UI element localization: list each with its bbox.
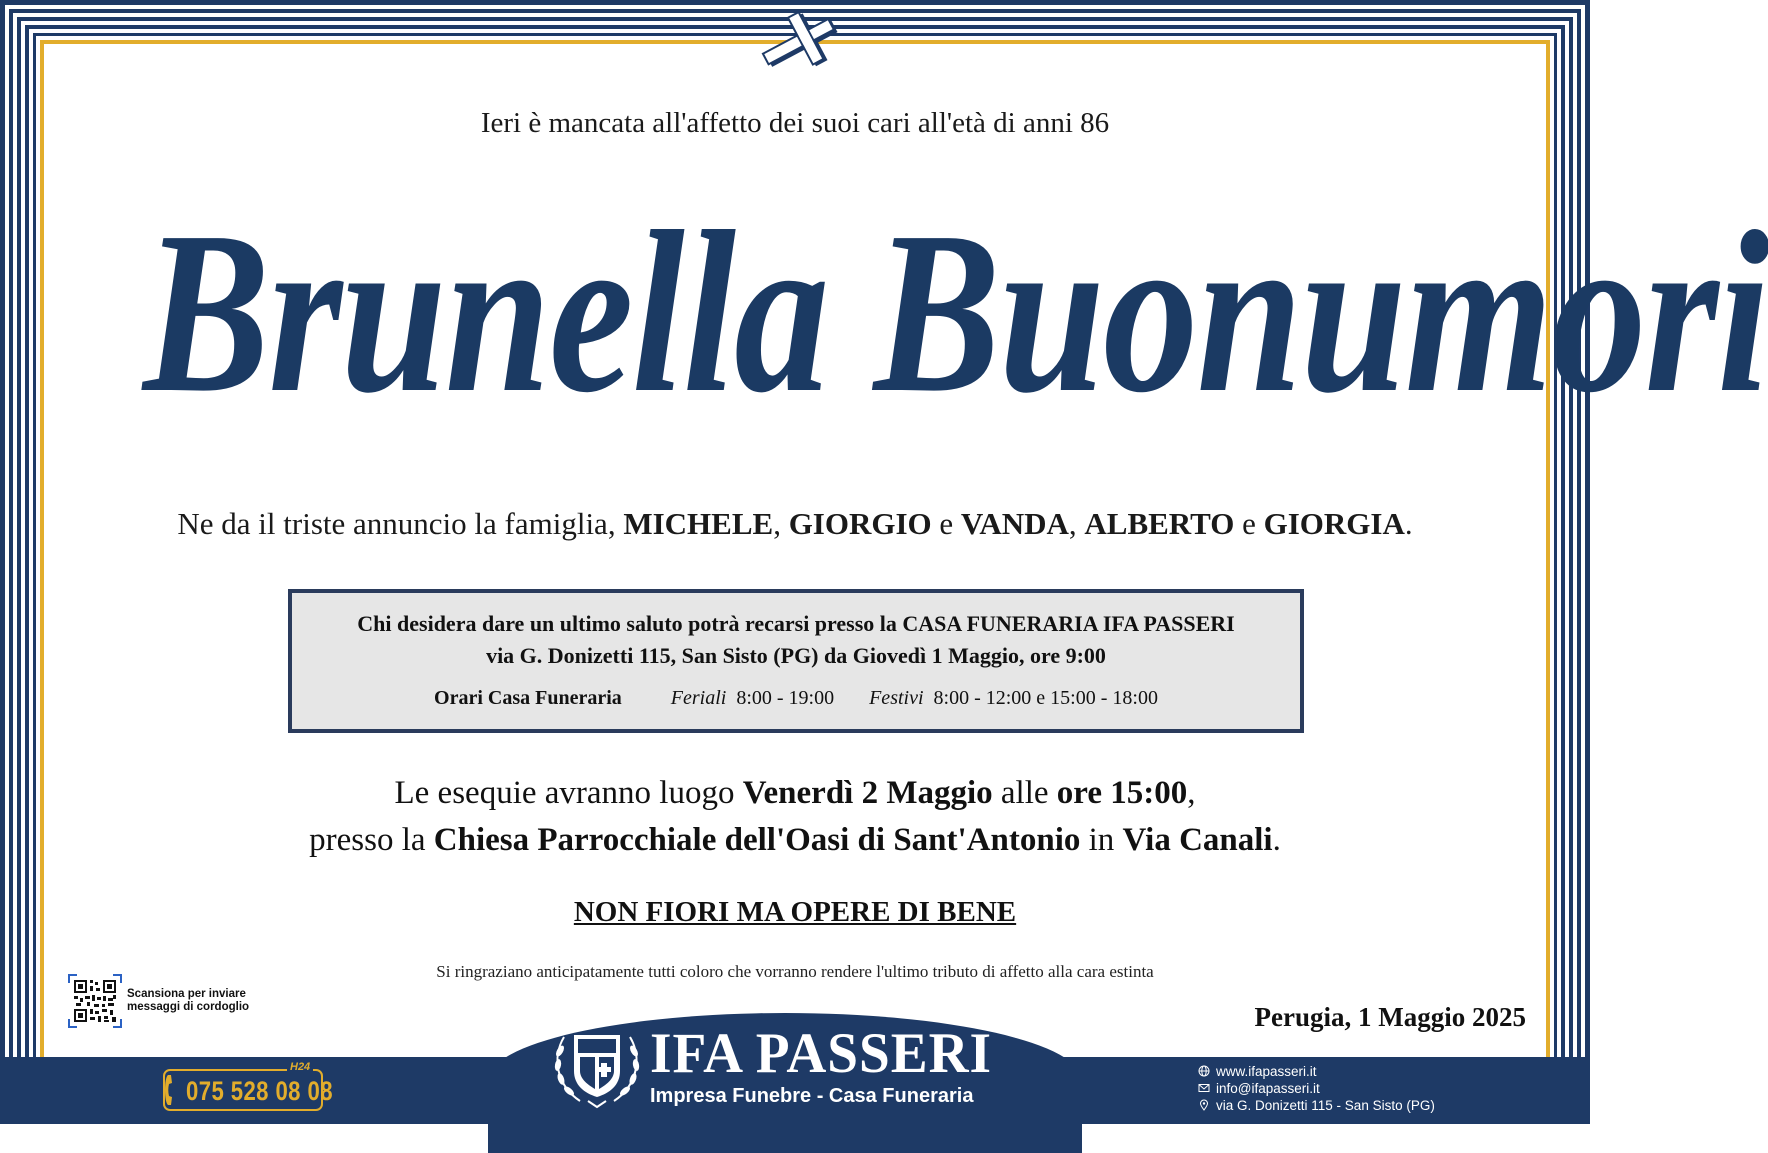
family-member: ALBERTO (1084, 506, 1235, 541)
funeral-line-2 (0, 822, 1590, 859)
separator: e (931, 506, 961, 541)
location-pin-icon (1198, 1099, 1210, 1111)
cross-icon (748, 8, 848, 78)
funeral-text: in (1080, 822, 1123, 858)
visitation-line-2: via G. Donizetti 115, San Sisto (PG) da Giovedì 1 Maggio, ore 9:00 (486, 643, 1106, 668)
ifa-logo-icon (550, 1027, 644, 1109)
phone-icon (162, 1072, 184, 1108)
visitation-line-1: Chi desidera dare un ultimo saluto potrà recarsi presso la CASA FUNERARIA IFA PASSERI (357, 611, 1235, 636)
funeral-text: presso la (309, 822, 434, 858)
funeral-line-1 (0, 775, 1590, 812)
qr-code-icon[interactable] (68, 974, 122, 1028)
hours-label: Orari Casa Funeraria (434, 687, 622, 709)
holiday-hours: 8:00 - 12:00 e 15:00 - 18:00 (933, 687, 1158, 709)
email-link[interactable]: info@ifapasseri.it (1216, 1081, 1320, 1096)
family-prefix: Ne da il triste annuncio la famiglia, (177, 506, 624, 541)
phone-number[interactable]: 075 528 08 08 (186, 1076, 333, 1106)
funeral-text: Le esequie avranno luogo (394, 775, 743, 811)
thanks-note: Si ringraziano anticipatamente tutti coloro che vorranno rendere l'ultimo tributo di affetto alla cara estinta (436, 962, 1154, 981)
weekday-hours: 8:00 - 19:00 (736, 687, 835, 709)
no-flowers-note: NON FIORI MA OPERE DI BENE (573, 896, 1017, 928)
family-member: GIORGIO (788, 506, 932, 541)
holiday-label: Festivi (869, 687, 924, 709)
globe-icon (1198, 1065, 1210, 1077)
h24-badge: H24 (287, 1061, 313, 1073)
family-announcement (0, 506, 1590, 542)
funeral-time: ore 15:00 (1056, 775, 1188, 811)
weekday-label: Feriali (670, 687, 727, 709)
funeral-text: , (1187, 775, 1196, 811)
contact-list (1198, 1063, 1435, 1114)
brand-name: IFA PASSERI (650, 1022, 992, 1085)
brand-tagline: Impresa Funebre - Casa Funeraria (650, 1085, 974, 1107)
family-member: GIORGIA (1263, 506, 1405, 541)
qr-caption-line: messaggi di cordoglio (127, 1001, 250, 1013)
separator: . (1404, 506, 1413, 541)
contact-address (1198, 1097, 1435, 1114)
contact-email[interactable] (1198, 1080, 1435, 1097)
separator: , (773, 506, 789, 541)
family-member: VANDA (960, 506, 1069, 541)
visitation-hours (292, 687, 1300, 710)
intro-text: Ieri è mancata all'affetto dei suoi cari all'età di anni 86 (480, 107, 1110, 139)
funeral-date: Venerdì 2 Maggio (742, 775, 993, 811)
funeral-text: . (1272, 822, 1281, 858)
separator: , (1068, 506, 1085, 541)
address-text: via G. Donizetti 115 - San Sisto (PG) (1216, 1098, 1435, 1113)
family-member: MICHELE (623, 506, 774, 541)
place-date: Perugia, 1 Maggio 2025 (1254, 1002, 1526, 1032)
mail-icon (1198, 1082, 1210, 1094)
separator: e (1234, 506, 1264, 541)
qr-caption (127, 988, 249, 1014)
qr-caption-line: Scansiona per inviare (127, 988, 246, 1000)
website-link[interactable]: www.ifapasseri.it (1216, 1064, 1317, 1079)
funeral-church: Chiesa Parrocchiale dell'Oasi di Sant'Antonio (433, 822, 1081, 858)
deceased-name: Brunella Buonumori (143, 184, 1768, 441)
funeral-text: alle (992, 775, 1057, 811)
funeral-street: Via Canali (1122, 822, 1273, 858)
visitation-info-box (288, 589, 1304, 733)
contact-website[interactable] (1198, 1063, 1435, 1080)
